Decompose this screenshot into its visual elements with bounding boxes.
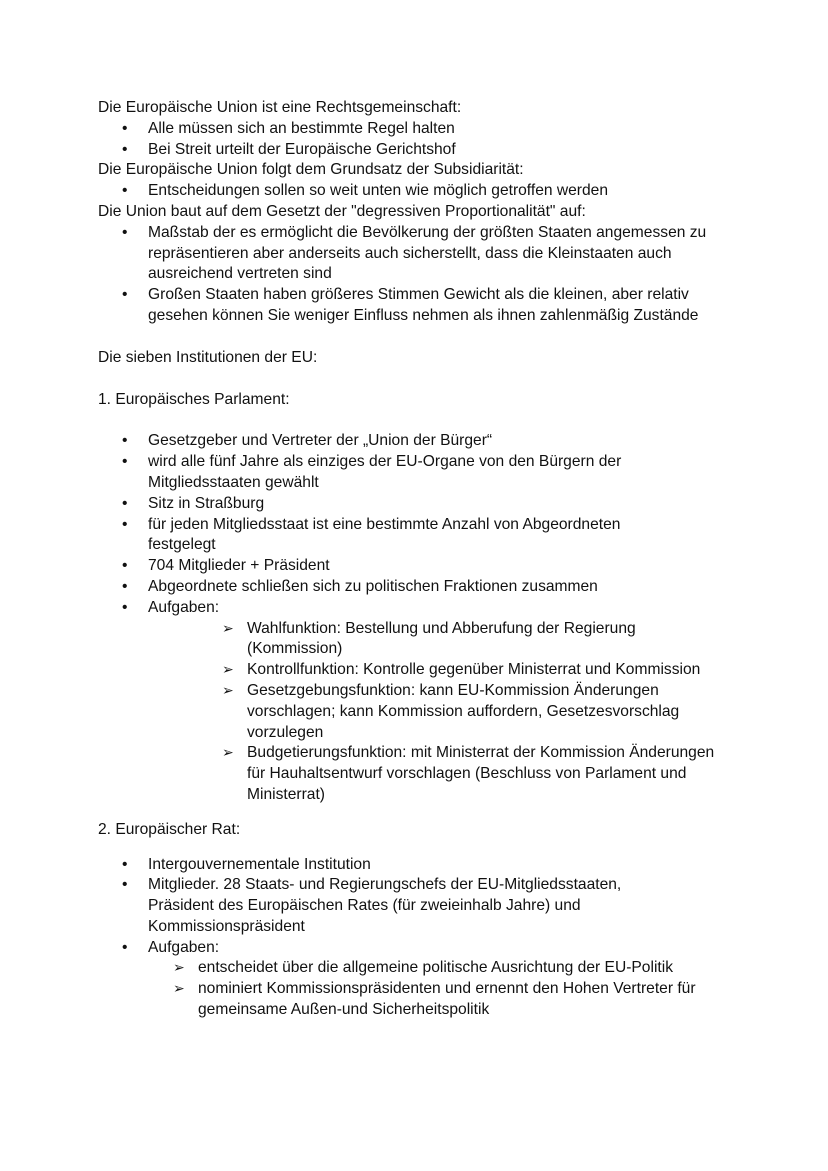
list-item: • Intergouvernementale Institution [98, 855, 678, 876]
task-item: ➢ Budgetierungsfunktion: mit Ministerrat der Kommission Änderungen für Hauhaltsentwurf vorschlagen (Beschluss von Parlament und Ministerrat) [222, 743, 717, 805]
intro-list-1 [98, 119, 748, 161]
intro-list-2 [98, 181, 748, 202]
document-content [98, 98, 748, 1021]
list-item: • Mitglieder. 28 Staats- und Regierungschefs der EU-Mitgliedsstaaten, Präsident des Europäischen Rates (für zweieinhalb Jahre) und Kommissionspräsident [98, 875, 678, 937]
list-item: • 704 Mitglieder + Präsident [98, 556, 678, 577]
section-1-list [98, 431, 678, 618]
task-item: ➢ Gesetzgebungsfunktion: kann EU-Kommission Änderungen vorschlagen; kann Kommission auffordern, Gesetzesvorschlag vorzulegen [222, 681, 717, 743]
task-item: ➢ entscheidet über die allgemeine politische Ausrichtung der EU-Politik [173, 958, 733, 979]
list-item: • Sitz in Straßburg [98, 494, 678, 515]
list-item: • Bei Streit urteilt der Europäische Gerichtshof [98, 140, 748, 161]
institutions-heading: Die sieben Institutionen der EU: [98, 348, 318, 366]
intro-line-3: Die Union baut auf dem Gesetzt der "degressiven Proportionalität" auf: [98, 202, 586, 220]
section-1-tasks [222, 619, 717, 806]
list-item: • Maßstab der es ermöglicht die Bevölkerung der größten Staaten angemessen zu repräsentieren aber anderseits auch sicherstellt, dass die Kleinstaaten auch ausreichend vertreten sind [98, 223, 738, 285]
list-item: • Abgeordnete schließen sich zu politischen Fraktionen zusammen [98, 577, 678, 598]
task-item: ➢ Wahlfunktion: Bestellung und Abberufung der Regierung (Kommission) [222, 619, 717, 661]
section-2-tasks [173, 958, 733, 1020]
section-2-heading: 2. Europäischer Rat: [98, 820, 241, 838]
task-item: ➢ nominiert Kommissionspräsidenten und ernennt den Hohen Vertreter für gemeinsame Außen-und Sicherheitspolitik [173, 979, 733, 1021]
intro-line-1: Die Europäische Union ist eine Rechtsgemeinschaft: [98, 99, 462, 116]
list-item: • Aufgaben: [98, 598, 678, 619]
section-1-heading: 1. Europäisches Parlament: [98, 390, 290, 408]
list-item: • Gesetzgeber und Vertreter der „Union der Bürger“ [98, 431, 678, 452]
list-item: • Entscheidungen sollen so weit unten wie möglich getroffen werden [98, 181, 748, 202]
section-2-list [98, 855, 678, 959]
list-item: • wird alle fünf Jahre als einziges der EU-Organe von den Bürgern der Mitgliedsstaaten gewählt [98, 452, 678, 494]
list-item: • Großen Staaten haben größeres Stimmen Gewicht als die kleinen, aber relativ gesehen können Sie weniger Einfluss nehmen als ihnen zahlenmäßig Zuständе [98, 285, 738, 327]
intro-line-2: Die Europäische Union folgt dem Grundsatz der Subsidiarität: [98, 161, 524, 179]
intro-list-3 [98, 223, 738, 327]
list-item: • Aufgaben: [98, 938, 678, 959]
list-item: • für jeden Mitgliedsstaat ist eine bestimmte Anzahl von Abgeordneten festgelegt [98, 515, 678, 557]
task-item: ➢ Kontrollfunktion: Kontrolle gegenüber Ministerrat und Kommission [222, 660, 717, 681]
list-item: • Alle müssen sich an bestimmte Regel halten [98, 119, 748, 140]
